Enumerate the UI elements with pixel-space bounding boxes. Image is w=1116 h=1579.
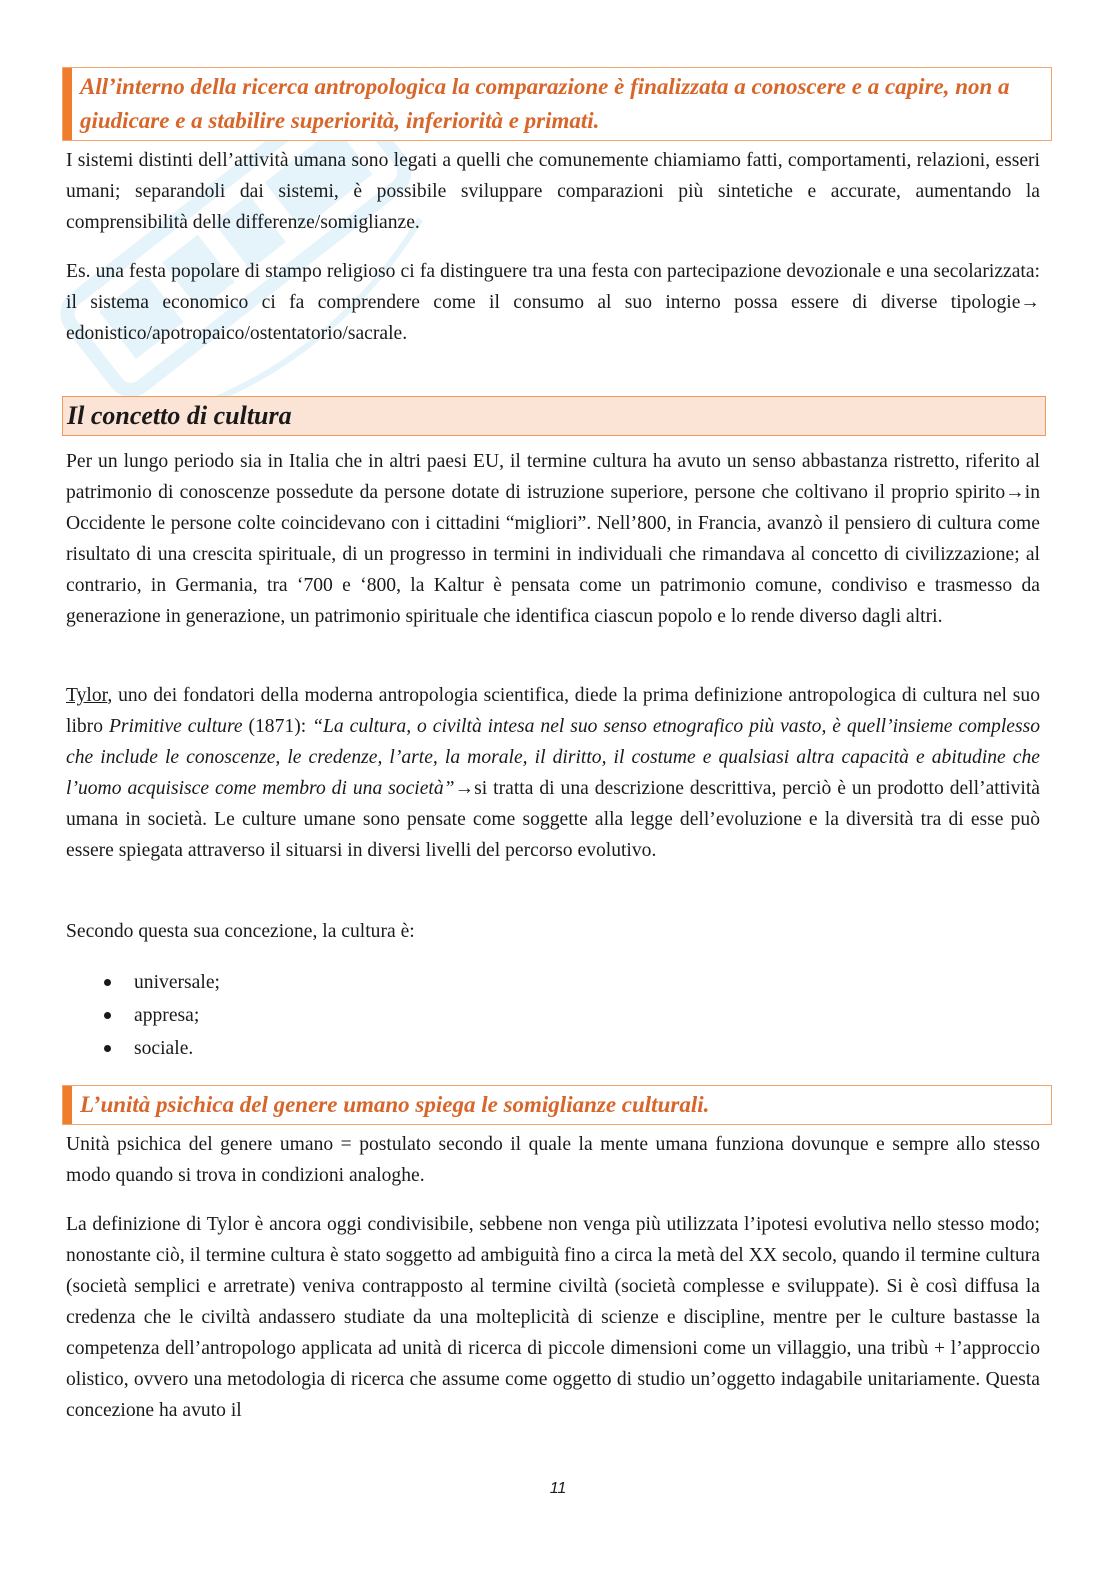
tylor-text-a: , uno dei fondatori della moderna antropologia scientifica, diede la prima definizione antropologica di cultura nel suo libro	[66, 685, 1040, 737]
section-heading	[62, 396, 1046, 436]
paragraph-example: Es. una festa popolare di stampo religioso ci fa distinguere tra una festa con partecipazione devozionale e una secolarizzata: il sistema economico ci fa comprendere come il consumo al suo interno possa essere di diverse tipologie→ edonistico/apotropaico/ostentatorio/sacrale.	[66, 261, 1040, 344]
callout-text: L’unità psichica del genere umano spiega le somiglianze culturali.	[80, 1092, 710, 1117]
paragraph-history: Per un lungo periodo sia in Italia che in altri paesi EU, il termine cultura ha avuto un senso abbastanza ristretto, riferito al patrimonio di conoscenze possedute da persone dotate di istruzione superiore, persone che coltivano il proprio spirito→in Occidente le persone colte coincidevano con i cittadini “migliori”. Nell’800, in Francia, avanzò il pensiero di cultura come risultato di una crescita spirituale, di un progresso in termini in individuali che rimandava al concetto di civilizzazione; al contrario, in Germania, tra ‘700 e ‘800, la Kaltur è pensata come un patrimonio comune, condiviso e trasmesso da generazione in generazione, un patrimonio spirituale che identifica ciascun popolo e lo rende diverso dagli altri.	[66, 451, 1040, 627]
list-item: appresa;	[66, 999, 220, 1032]
culture-properties-list	[66, 966, 220, 1065]
tylor-quote: “La cultura, o civiltà intesa nel suo senso etnografico più vasto, è quell’insieme complesso che include le conoscenze, le credenze, l’arte, la morale, il diritto, il costume e qualsiasi altra capacità e abitudine che l’uomo acquisisce come membro di una società”	[66, 716, 1041, 799]
section-heading-text: Il concetto di cultura	[67, 401, 292, 430]
tylor-text-c: →si tratta di una descrizione descrittiva, perciò è un prodotto dell’attività umana in società. Le culture umane sono pensate come soggette alla legge dell’evoluzione e la diversità tra di esse può essere spiegata attraverso il situarsi in diversi livelli del percorso evolutivo.	[66, 778, 1041, 861]
list-item: sociale.	[66, 1032, 220, 1065]
book-title: Primitive culture	[108, 716, 243, 737]
key-concept-callout	[62, 1085, 1052, 1125]
paragraph-tylor	[66, 680, 1040, 866]
callout-text: All’interno della ricerca antropologica la comparazione è finalizzata a conoscere e a capire, non a giudicare e a stabilire superiorità, inferiorità e primati.	[80, 74, 1010, 133]
tylor-text-b: (1871):	[242, 716, 313, 737]
paragraph-psychic-unity: Unità psichica del genere umano = postulato secondo il quale la mente umana funziona dovunque e sempre allo stesso modo quando si trova in condizioni analoghe.	[66, 1134, 1040, 1186]
paragraph-systems: I sistemi distinti dell’attività umana sono legati a quelli che comunemente chiamiamo fatti, comportamenti, relazioni, esseri umani; separandoli dai sistemi, è possibile sviluppare comparazioni più sintetiche e accurate, aumentando la comprensibilità delle differenze/somiglianze.	[66, 150, 1040, 233]
page-number: 11	[549, 1480, 567, 1497]
paragraph-conception: Secondo questa sua concezione, la cultura è:	[66, 921, 415, 942]
author-name: Tylor	[66, 685, 108, 706]
paragraph-definition: La definizione di Tylor è ancora oggi condivisibile, sebbene non venga più utilizzata l’ipotesi evolutiva nello stesso modo; nonostante ciò, il termine cultura è stato soggetto ad ambiguità fino a circa la metà del XX secolo, quando il termine cultura (società semplici e arretrate) veniva contrapposto al termine civiltà (società complesse e sviluppate). Si è così diffusa la credenza che le civiltà andassero studiate da una molteplicità di scienze e discipline, mentre per le culture bastasse la competenza dell’antropologo applicata ad unità di ricerca di piccole dimensioni come un villaggio, una tribù + l’approccio olistico, ovvero una metodologia di ricerca che assume come oggetto di studio un’oggetto indagabile unitariamente. Questa concezione ha avuto il	[66, 1214, 1040, 1421]
list-item: universale;	[66, 966, 220, 999]
key-concept-callout	[62, 67, 1052, 141]
